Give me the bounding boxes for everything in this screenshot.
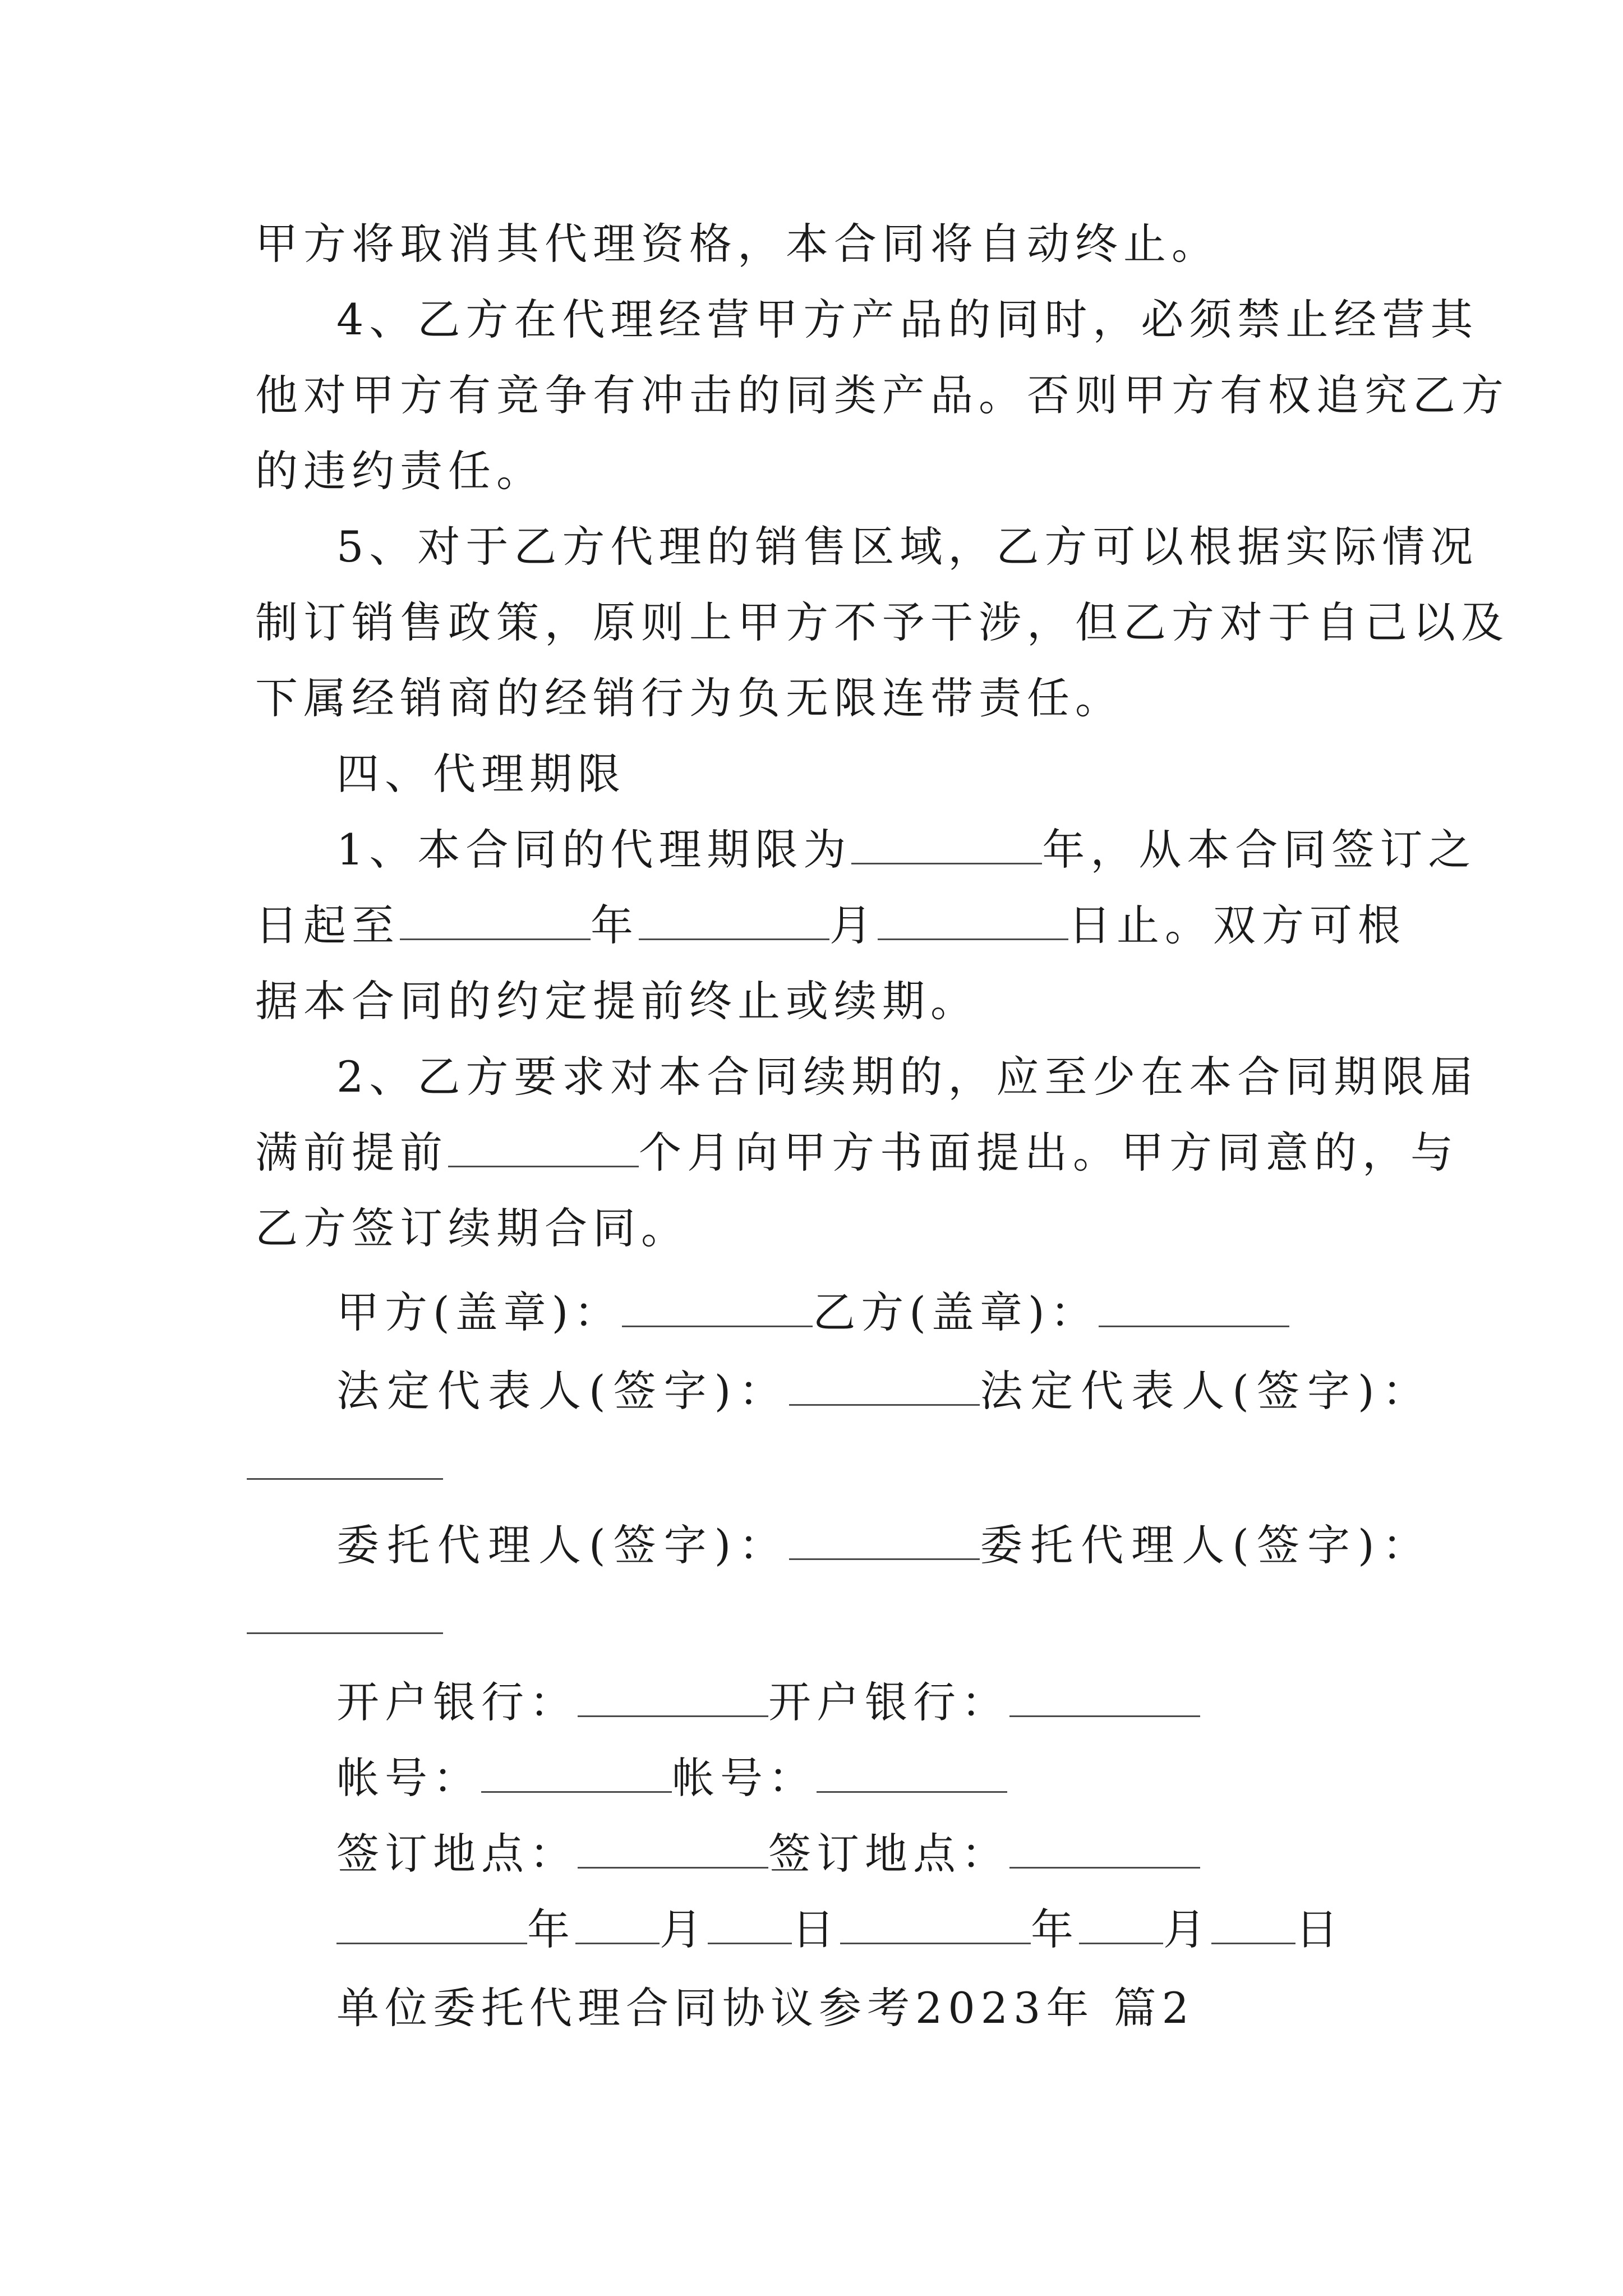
party-b-bank-field[interactable] <box>1009 1676 1200 1717</box>
date-line <box>336 1902 1344 1958</box>
blank-field[interactable] <box>851 823 1042 864</box>
party-a-account-label: 帐号： <box>336 1753 481 1803</box>
party-a-legal-rep-label: 法定代表人(签字)： <box>336 1366 790 1416</box>
clause-4-line-3: 的违约责任。 <box>255 446 545 496</box>
text-line-1: 甲方将取消其代理资格，本合同将自动终止。 <box>255 219 1220 269</box>
term-text: 日起至 <box>255 900 400 950</box>
term-text: 年，从本合同签订之 <box>1042 825 1477 875</box>
clause-5-line-3: 下属经销商的经销行为负无限连带责任。 <box>255 673 1123 723</box>
clause-5-line-2: 制订销售政策，原则上甲方不予干涉，但乙方对于自己以及 <box>255 597 1509 647</box>
term-clause-2-line-1: 2、乙方要求对本合同续期的，应至少在本合同期限届 <box>336 1052 1479 1102</box>
blank-field[interactable] <box>639 899 829 940</box>
day-label: 日 <box>792 1904 840 1954</box>
term-text: 日止。双方可根 <box>1068 900 1406 950</box>
agent-line <box>336 1517 1433 1573</box>
party-a-place-label: 签订地点： <box>336 1829 578 1879</box>
party-b-agent-field[interactable] <box>247 1632 443 1634</box>
year-label: 年 <box>527 1904 575 1954</box>
blank-field[interactable] <box>878 899 1068 940</box>
legal-rep-line <box>336 1363 1433 1419</box>
blank-field[interactable] <box>448 1126 639 1167</box>
party-b-month-field[interactable] <box>1079 1903 1163 1944</box>
party-b-seal-field[interactable] <box>1099 1286 1289 1327</box>
seal-line <box>336 1285 1289 1341</box>
party-a-month-field[interactable] <box>575 1903 660 1944</box>
clause-4-line-1: 4、乙方在代理经营甲方产品的同时，必须禁止经营其 <box>336 295 1479 344</box>
term-clause-2-line-3: 乙方签订续期合同。 <box>255 1203 689 1253</box>
party-a-place-field[interactable] <box>578 1828 768 1869</box>
party-a-account-field[interactable] <box>481 1752 672 1793</box>
party-a-bank-field[interactable] <box>578 1676 768 1717</box>
party-a-bank-label: 开户银行： <box>336 1677 578 1727</box>
party-b-seal-label: 乙方(盖章)： <box>813 1287 1099 1337</box>
month-label: 月 <box>660 1904 708 1954</box>
party-b-place-label: 签订地点： <box>768 1829 1009 1879</box>
bank-line <box>336 1674 1200 1731</box>
party-b-account-field[interactable] <box>817 1752 1007 1793</box>
account-line <box>336 1750 1007 1806</box>
party-a-seal-label: 甲方(盖章)： <box>336 1287 623 1337</box>
party-b-legal-rep-label: 法定代表人(签字)： <box>980 1366 1433 1416</box>
term-clause-1-line-2 <box>255 898 1406 954</box>
blank-field[interactable] <box>400 899 591 940</box>
party-b-bank-label: 开户银行： <box>768 1677 1009 1727</box>
term-clause-1-line-3: 据本合同的约定提前终止或续期。 <box>255 976 979 1026</box>
term-text: 个月向甲方书面提出。甲方同意的，与 <box>639 1128 1459 1177</box>
term-text: 月 <box>829 900 878 950</box>
party-b-legal-rep-field[interactable] <box>247 1478 443 1480</box>
party-a-legal-rep-field[interactable] <box>789 1365 980 1406</box>
month-label: 月 <box>1163 1904 1211 1954</box>
term-clause-2-line-2 <box>255 1125 1459 1181</box>
place-line <box>336 1826 1200 1882</box>
party-b-place-field[interactable] <box>1009 1828 1200 1869</box>
party-b-account-label: 帐号： <box>672 1753 817 1803</box>
party-b-year-field[interactable] <box>840 1903 1031 1944</box>
term-text: 年 <box>591 900 639 950</box>
party-a-day-field[interactable] <box>708 1903 792 1944</box>
next-section-heading: 单位委托代理合同协议参考2023年 篇2 <box>336 1983 1195 2033</box>
party-b-agent-label: 委托代理人(签字)： <box>980 1520 1433 1570</box>
party-a-seal-field[interactable] <box>622 1286 813 1327</box>
party-a-agent-label: 委托代理人(签字)： <box>336 1520 790 1570</box>
section-heading-term: 四、代理期限 <box>336 749 626 799</box>
party-a-agent-field[interactable] <box>789 1519 980 1560</box>
clause-5-line-1: 5、对于乙方代理的销售区域，乙方可以根据实际情况 <box>336 522 1479 572</box>
party-a-year-field[interactable] <box>336 1903 527 1944</box>
term-text: 满前提前 <box>255 1128 448 1177</box>
year-label: 年 <box>1031 1904 1079 1954</box>
term-clause-1-line-1 <box>336 822 1476 878</box>
term-text: 1、本合同的代理期限为 <box>336 825 852 875</box>
day-label: 日 <box>1295 1904 1344 1954</box>
clause-4-line-2: 他对甲方有竞争有冲击的同类产品。否则甲方有权追究乙方 <box>255 370 1509 420</box>
party-b-day-field[interactable] <box>1211 1903 1295 1944</box>
